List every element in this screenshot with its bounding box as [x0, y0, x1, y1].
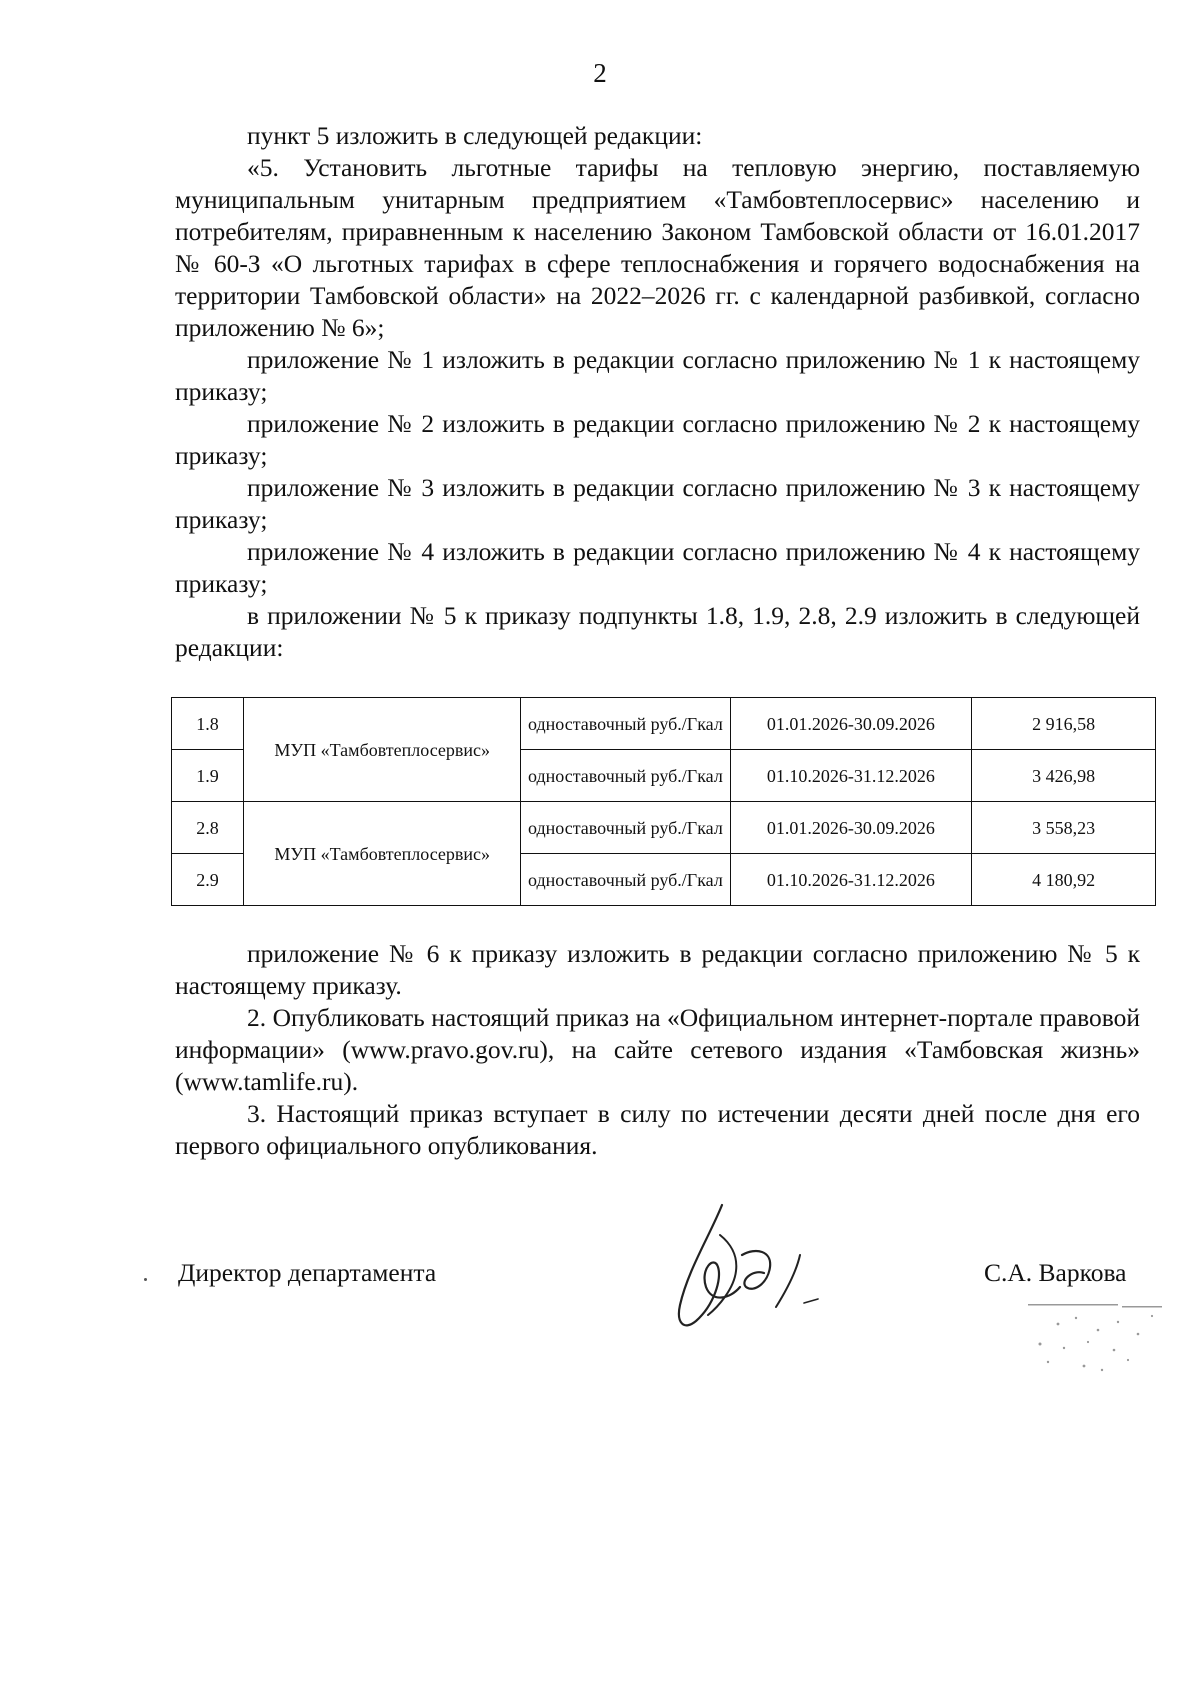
paragraph-appendix-4: приложение № 4 изложить в редакции согласно приложению № 4 к настоящему приказу;	[175, 537, 1140, 598]
paragraph-appendix-5-subitems: в приложении № 5 к приказу подпункты 1.8, 1.9, 2.8, 2.9 изложить в следующей редакции:	[175, 601, 1140, 662]
paragraph-appendix-6: приложение № 6 к приказу изложить в редакции согласно приложению № 5 к настоящему приказу.	[175, 939, 1140, 1000]
period-cell: 01.10.2026-31.12.2026	[730, 854, 972, 906]
tariff-value-cell: 3 558,23	[972, 802, 1156, 854]
row-number: 1.8	[172, 698, 244, 750]
scan-speck	[144, 1278, 147, 1281]
row-number: 2.8	[172, 802, 244, 854]
tariff-type-cell: одноставочный руб./Гкал	[521, 802, 730, 854]
paragraph-publication: 2. Опубликовать настоящий приказ на «Официальном интернет-портале правовой информации» (www.pravo.gov.ru), на сайте сетевого издания «Тамбовская жизнь» (www.tamlife.ru).	[175, 1003, 1140, 1096]
row-number: 2.9	[172, 854, 244, 906]
paragraph-effective-date: 3. Настоящий приказ вступает в силу по истечении десяти дней после дня его первого официального опубликования.	[175, 1099, 1140, 1160]
paragraph-appendix-3: приложение № 3 изложить в редакции согласно приложению № 3 к настоящему приказу;	[175, 473, 1140, 534]
paragraph-item-5-text: «5. Установить льготные тарифы на тепловую энергию, поставляемую муниципальным унитарным предприятием «Тамбовтеплосервис» населению и потребителям, приравненным к населению Законом Тамбовской области от 16.01.2017 № 60-З «О льготных тарифах в сфере теплоснабжения и горячего водоснабжения на территории Тамбовской области» на 2022–2026 гг. с календарной разбивкой, согласно приложению № 6»;	[175, 153, 1140, 342]
tariff-table	[171, 697, 1156, 906]
table-row	[172, 802, 1156, 854]
tariff-value-cell: 2 916,58	[972, 698, 1156, 750]
intro-text	[175, 120, 1140, 664]
signature-graphic	[660, 1195, 830, 1345]
outro-text	[175, 938, 1140, 1162]
tariff-value-cell: 4 180,92	[972, 854, 1156, 906]
table-row	[172, 698, 1156, 750]
organization-cell: МУП «Тамбовтеплосервис»	[244, 698, 521, 802]
period-cell: 01.10.2026-31.12.2026	[730, 750, 972, 802]
paragraph-appendix-1: приложение № 1 изложить в редакции согласно приложению № 1 к настоящему приказу;	[175, 345, 1140, 406]
signatory-name: С.А. Варкова	[984, 1258, 1127, 1287]
row-number: 1.9	[172, 750, 244, 802]
stamp-remnant-graphic	[1018, 1300, 1188, 1380]
tariff-type-cell: одноставочный руб./Гкал	[521, 698, 730, 750]
signatory-position: Директор департамента	[178, 1258, 437, 1287]
period-cell: 01.01.2026-30.09.2026	[730, 802, 972, 854]
organization-cell: МУП «Тамбовтеплосервис»	[244, 802, 521, 906]
paragraph-appendix-2: приложение № 2 изложить в редакции согласно приложению № 2 к настоящему приказу;	[175, 409, 1140, 470]
tariff-type-cell: одноставочный руб./Гкал	[521, 854, 730, 906]
page-number: 2	[593, 58, 607, 88]
period-cell: 01.01.2026-30.09.2026	[730, 698, 972, 750]
paragraph-item-5-intro: пункт 5 изложить в следующей редакции:	[247, 121, 703, 150]
tariff-type-cell: одноставочный руб./Гкал	[521, 750, 730, 802]
tariff-value-cell: 3 426,98	[972, 750, 1156, 802]
